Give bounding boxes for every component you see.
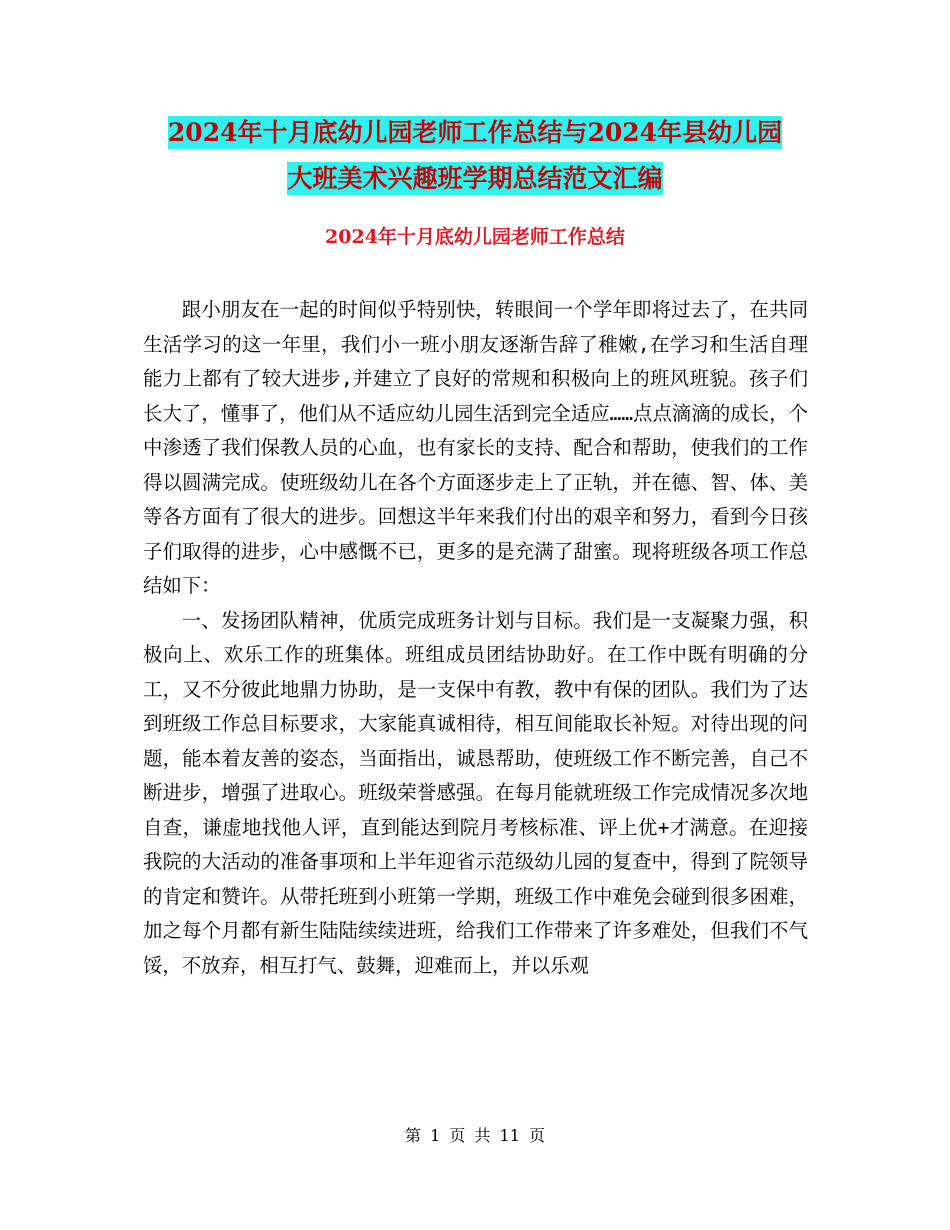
body-paragraph-1: 跟小朋友在一起的时间似乎特别快，转眼间一个学年即将过去了，在共同生活学习的这一年里，我们小一班小朋友逐渐告辞了稚嫩,在学习和生活自理能力上都有了较大进步,并建立了良好的常规和积极向上的班风班貌。孩子们长大了，懂事了，他们从不适应幼儿园生活到完全适应……点点滴滴的成长，个中渗透了我们保教人员的心血，也有家长的支持、配合和帮助，使我们的工作得以圆满完成。使班级幼儿在各个方面逐步走上了正轨，并在德、智、体、美等各方面有了很大的进步。回想这半年来我们付出的艰辛和努力，看到今日孩子们取得的进步，心中感慨不已，更多的是充满了甜蜜。现将班级各项工作总结如下：: [143, 298, 808, 597]
document-body: [143, 293, 808, 983]
section-title: 2024年十月底幼儿园老师工作总结: [325, 226, 625, 248]
document-title: [0, 110, 950, 202]
document-title-line-2: 大班美术兴趣班学期总结范文汇编: [287, 164, 663, 193]
body-paragraph-2: 一、发扬团队精神，优质完成班务计划与目标。我们是一支凝聚力强，积极向上、欢乐工作的班集体。班组成员团结协助好。在工作中既有明确的分工，又不分彼此地鼎力协助，是一支保中有教，教中有保的团队。我们为了达到班级工作总目标要求，大家能真诚相待，相互间能取长补短。对待出现的问题，能本着友善的姿态，当面指出，诚恳帮助，使班级工作不断完善，自己不断进步，增强了进取心。班级荣誉感强。在每月能就班级工作完成情况多次地自查，谦虚地找他人评，直到能达到院月考核标准、评上优+才满意。在迎接我院的大活动的准备事项和上半年迎省示范级幼儿园的复查中，得到了院领导的肯定和赞许。从带托班到小班第一学期，班级工作中难免会碰到很多困难，加之每个月都有新生陆陆续续进班，给我们工作带来了许多难处，但我们不气馁，不放弃，相互打气、鼓舞，迎难而上，并以乐观: [143, 608, 808, 977]
page-footer: 第 1 页 共 11 页: [405, 1126, 545, 1145]
document-title-line-1: 2024年十月底幼儿园老师工作总结与2024年县幼儿园: [167, 118, 783, 147]
